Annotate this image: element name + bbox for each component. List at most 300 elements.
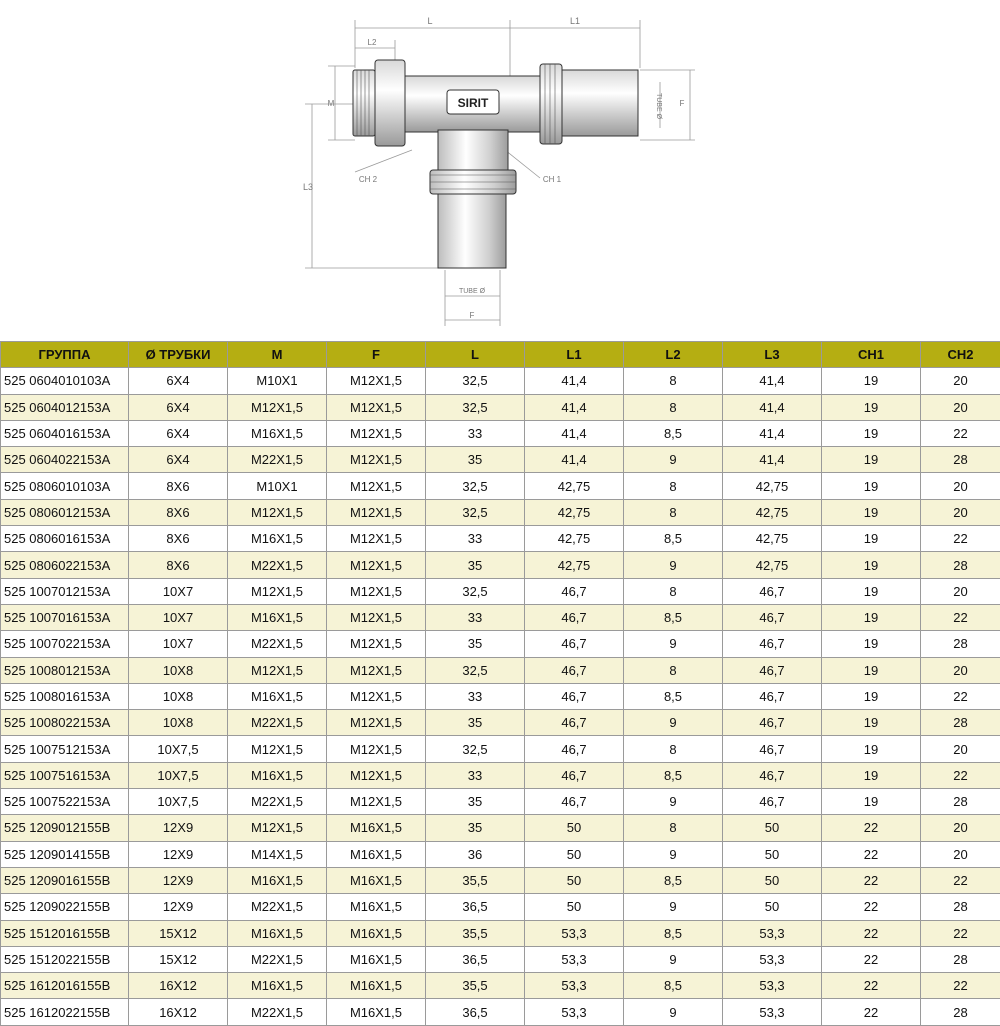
cell-group-code: 525 1512022155B <box>1 946 129 972</box>
cell-m: M12X1,5 <box>228 736 327 762</box>
cell-tube-size: 6X4 <box>129 394 228 420</box>
cell-l1: 50 <box>525 867 624 893</box>
cell-ch2: 20 <box>921 368 1000 394</box>
cell-ch1: 19 <box>822 683 921 709</box>
cell-m: M12X1,5 <box>228 657 327 683</box>
cell-f: M16X1,5 <box>327 920 426 946</box>
cell-l: 35 <box>426 789 525 815</box>
cell-l2: 8,5 <box>624 604 723 630</box>
table-body <box>1 368 1000 1025</box>
cell-m: M16X1,5 <box>228 526 327 552</box>
cell-ch1: 19 <box>822 762 921 788</box>
cell-l2: 8 <box>624 657 723 683</box>
table-row <box>1 710 1000 736</box>
cell-m: M16X1,5 <box>228 867 327 893</box>
cell-l: 33 <box>426 420 525 446</box>
cell-l: 33 <box>426 526 525 552</box>
cell-tube-size: 10X7 <box>129 604 228 630</box>
cell-l2: 8,5 <box>624 920 723 946</box>
table-row <box>1 841 1000 867</box>
cell-ch1: 22 <box>822 999 921 1025</box>
cell-l: 32,5 <box>426 368 525 394</box>
cell-tube-size: 8X6 <box>129 473 228 499</box>
cell-l2: 8 <box>624 473 723 499</box>
cell-f: M12X1,5 <box>327 604 426 630</box>
cell-l: 35 <box>426 815 525 841</box>
cell-l2: 9 <box>624 946 723 972</box>
cell-l1: 42,75 <box>525 499 624 525</box>
header-f: F <box>327 342 426 368</box>
cell-f: M12X1,5 <box>327 736 426 762</box>
cell-l3: 53,3 <box>723 973 822 999</box>
cell-ch1: 19 <box>822 657 921 683</box>
cell-group-code: 525 0806022153A <box>1 552 129 578</box>
cell-l3: 41,4 <box>723 368 822 394</box>
cell-tube-size: 6X4 <box>129 368 228 394</box>
cell-l2: 9 <box>624 552 723 578</box>
header-tube-diameter: Ø ТРУБКИ <box>129 342 228 368</box>
cell-ch1: 19 <box>822 789 921 815</box>
header-l3: L3 <box>723 342 822 368</box>
cell-group-code: 525 1007022153A <box>1 631 129 657</box>
cell-ch2: 22 <box>921 604 1000 630</box>
cell-l3: 46,7 <box>723 657 822 683</box>
cell-ch2: 28 <box>921 631 1000 657</box>
cell-l3: 46,7 <box>723 683 822 709</box>
table-row <box>1 578 1000 604</box>
cell-l3: 46,7 <box>723 789 822 815</box>
cell-tube-size: 10X7,5 <box>129 789 228 815</box>
cell-ch2: 22 <box>921 920 1000 946</box>
cell-l3: 42,75 <box>723 499 822 525</box>
cell-m: M22X1,5 <box>228 552 327 578</box>
cell-tube-size: 10X7 <box>129 578 228 604</box>
cell-l2: 8,5 <box>624 762 723 788</box>
cell-group-code: 525 1008016153A <box>1 683 129 709</box>
table-row <box>1 789 1000 815</box>
table-row <box>1 894 1000 920</box>
cell-f: M12X1,5 <box>327 473 426 499</box>
cell-ch2: 20 <box>921 473 1000 499</box>
cell-group-code: 525 0604012153A <box>1 394 129 420</box>
cell-l2: 8 <box>624 578 723 604</box>
table-row <box>1 815 1000 841</box>
cell-ch2: 28 <box>921 789 1000 815</box>
cell-l: 33 <box>426 762 525 788</box>
cell-l: 32,5 <box>426 473 525 499</box>
cell-ch1: 19 <box>822 447 921 473</box>
dim-label-ch1: CH 1 <box>543 175 562 184</box>
cell-l: 32,5 <box>426 578 525 604</box>
cell-l3: 50 <box>723 894 822 920</box>
cell-m: M10X1 <box>228 368 327 394</box>
cell-ch2: 20 <box>921 657 1000 683</box>
cell-group-code: 525 1007012153A <box>1 578 129 604</box>
cell-group-code: 525 1008012153A <box>1 657 129 683</box>
cell-tube-size: 15X12 <box>129 920 228 946</box>
cell-ch1: 19 <box>822 631 921 657</box>
cell-l: 35,5 <box>426 867 525 893</box>
cell-l3: 46,7 <box>723 631 822 657</box>
cell-ch1: 22 <box>822 815 921 841</box>
cell-ch1: 22 <box>822 841 921 867</box>
specification-table <box>0 341 1000 1026</box>
cell-l1: 53,3 <box>525 920 624 946</box>
cell-f: M12X1,5 <box>327 710 426 736</box>
cell-m: M22X1,5 <box>228 999 327 1025</box>
cell-f: M16X1,5 <box>327 894 426 920</box>
cell-f: M16X1,5 <box>327 999 426 1025</box>
cell-f: M12X1,5 <box>327 368 426 394</box>
cell-l1: 46,7 <box>525 657 624 683</box>
cell-ch2: 20 <box>921 394 1000 420</box>
cell-ch2: 22 <box>921 762 1000 788</box>
cell-ch1: 19 <box>822 552 921 578</box>
header-group: ГРУППА <box>1 342 129 368</box>
cell-group-code: 525 0604010103A <box>1 368 129 394</box>
dim-label-l2: L2 <box>368 38 377 47</box>
cell-ch1: 19 <box>822 578 921 604</box>
table-row <box>1 631 1000 657</box>
cell-ch2: 28 <box>921 894 1000 920</box>
cell-l2: 8,5 <box>624 683 723 709</box>
cell-tube-size: 10X7 <box>129 631 228 657</box>
cell-l2: 9 <box>624 841 723 867</box>
table-row <box>1 604 1000 630</box>
cell-tube-size: 10X8 <box>129 657 228 683</box>
header-ch1: CH1 <box>822 342 921 368</box>
cell-f: M12X1,5 <box>327 578 426 604</box>
cell-ch1: 19 <box>822 368 921 394</box>
cell-l3: 42,75 <box>723 552 822 578</box>
cell-l1: 46,7 <box>525 736 624 762</box>
cell-l2: 8,5 <box>624 867 723 893</box>
cell-m: M14X1,5 <box>228 841 327 867</box>
cell-ch1: 19 <box>822 394 921 420</box>
cell-f: M16X1,5 <box>327 946 426 972</box>
cell-tube-size: 12X9 <box>129 841 228 867</box>
table-row <box>1 867 1000 893</box>
cell-l: 32,5 <box>426 499 525 525</box>
table-row <box>1 526 1000 552</box>
cell-l: 36,5 <box>426 999 525 1025</box>
cell-l3: 42,75 <box>723 473 822 499</box>
cell-l1: 41,4 <box>525 394 624 420</box>
cell-l3: 41,4 <box>723 447 822 473</box>
cell-group-code: 525 0806010103A <box>1 473 129 499</box>
cell-ch1: 19 <box>822 604 921 630</box>
fitting-technical-drawing <box>300 0 700 332</box>
cell-ch1: 19 <box>822 473 921 499</box>
dim-label-l3: L3 <box>303 182 313 192</box>
header-l1: L1 <box>525 342 624 368</box>
cell-tube-size: 8X6 <box>129 499 228 525</box>
table-row <box>1 473 1000 499</box>
dim-label-f-bottom: F <box>470 311 475 320</box>
table-row <box>1 999 1000 1025</box>
cell-group-code: 525 1209016155B <box>1 867 129 893</box>
dim-label-l: L <box>427 16 432 26</box>
cell-l3: 46,7 <box>723 736 822 762</box>
cell-ch1: 22 <box>822 920 921 946</box>
cell-ch1: 19 <box>822 526 921 552</box>
cell-l: 35,5 <box>426 973 525 999</box>
cell-l2: 9 <box>624 447 723 473</box>
cell-l2: 8,5 <box>624 420 723 446</box>
cell-ch2: 22 <box>921 973 1000 999</box>
cell-tube-size: 15X12 <box>129 946 228 972</box>
table-header-row <box>1 342 1000 368</box>
header-l: L <box>426 342 525 368</box>
cell-ch2: 22 <box>921 420 1000 446</box>
cell-l3: 53,3 <box>723 946 822 972</box>
cell-f: M12X1,5 <box>327 789 426 815</box>
cell-tube-size: 10X7,5 <box>129 762 228 788</box>
cell-l1: 46,7 <box>525 710 624 736</box>
cell-f: M12X1,5 <box>327 420 426 446</box>
cell-tube-size: 16X12 <box>129 999 228 1025</box>
cell-m: M22X1,5 <box>228 447 327 473</box>
cell-tube-size: 12X9 <box>129 815 228 841</box>
cell-group-code: 525 1612022155B <box>1 999 129 1025</box>
cell-l: 36,5 <box>426 894 525 920</box>
cell-l3: 46,7 <box>723 578 822 604</box>
dim-label-tube-bottom: TUBE Ø <box>459 288 486 295</box>
cell-m: M12X1,5 <box>228 815 327 841</box>
cell-l2: 8 <box>624 736 723 762</box>
header-m: M <box>228 342 327 368</box>
cell-ch2: 28 <box>921 552 1000 578</box>
cell-ch1: 19 <box>822 499 921 525</box>
cell-f: M16X1,5 <box>327 867 426 893</box>
cell-m: M16X1,5 <box>228 973 327 999</box>
cell-l1: 53,3 <box>525 973 624 999</box>
dim-label-tube-right: TUBE Ø <box>655 93 662 120</box>
cell-l2: 9 <box>624 710 723 736</box>
cell-l: 32,5 <box>426 657 525 683</box>
cell-f: M12X1,5 <box>327 526 426 552</box>
cell-group-code: 525 1209022155B <box>1 894 129 920</box>
cell-l: 33 <box>426 604 525 630</box>
cell-l2: 8,5 <box>624 973 723 999</box>
table-row <box>1 920 1000 946</box>
cell-group-code: 525 0806016153A <box>1 526 129 552</box>
cell-l1: 53,3 <box>525 946 624 972</box>
cell-l: 35 <box>426 631 525 657</box>
cell-l1: 46,7 <box>525 578 624 604</box>
cell-group-code: 525 1209014155B <box>1 841 129 867</box>
cell-l2: 8,5 <box>624 526 723 552</box>
cell-l1: 42,75 <box>525 526 624 552</box>
cell-ch1: 19 <box>822 420 921 446</box>
cell-l1: 42,75 <box>525 552 624 578</box>
cell-tube-size: 10X8 <box>129 710 228 736</box>
cell-tube-size: 12X9 <box>129 894 228 920</box>
cell-l1: 46,7 <box>525 631 624 657</box>
cell-ch2: 22 <box>921 683 1000 709</box>
table-row <box>1 657 1000 683</box>
cell-l1: 41,4 <box>525 420 624 446</box>
cell-m: M16X1,5 <box>228 420 327 446</box>
cell-group-code: 525 0604022153A <box>1 447 129 473</box>
cell-l: 36,5 <box>426 946 525 972</box>
cell-f: M16X1,5 <box>327 841 426 867</box>
dim-label-ch2: CH 2 <box>359 175 378 184</box>
cell-l: 35,5 <box>426 920 525 946</box>
table-row <box>1 447 1000 473</box>
cell-l2: 8 <box>624 499 723 525</box>
dim-label-l1: L1 <box>570 16 580 26</box>
cell-group-code: 525 1007016153A <box>1 604 129 630</box>
table-row <box>1 946 1000 972</box>
cell-tube-size: 16X12 <box>129 973 228 999</box>
table-row <box>1 394 1000 420</box>
cell-l2: 9 <box>624 631 723 657</box>
cell-ch1: 22 <box>822 867 921 893</box>
cell-m: M16X1,5 <box>228 683 327 709</box>
cell-m: M16X1,5 <box>228 920 327 946</box>
cell-m: M16X1,5 <box>228 762 327 788</box>
cell-l1: 46,7 <box>525 762 624 788</box>
cell-l3: 53,3 <box>723 999 822 1025</box>
cell-ch2: 28 <box>921 447 1000 473</box>
cell-ch2: 22 <box>921 526 1000 552</box>
cell-m: M22X1,5 <box>228 710 327 736</box>
cell-f: M12X1,5 <box>327 447 426 473</box>
cell-l: 35 <box>426 447 525 473</box>
cell-l: 35 <box>426 552 525 578</box>
cell-f: M12X1,5 <box>327 631 426 657</box>
cell-l2: 9 <box>624 789 723 815</box>
cell-group-code: 525 1007516153A <box>1 762 129 788</box>
cell-f: M16X1,5 <box>327 973 426 999</box>
cell-ch2: 20 <box>921 736 1000 762</box>
cell-l1: 50 <box>525 894 624 920</box>
cell-l3: 42,75 <box>723 526 822 552</box>
cell-tube-size: 8X6 <box>129 526 228 552</box>
cell-l3: 41,4 <box>723 394 822 420</box>
cell-l1: 50 <box>525 841 624 867</box>
cell-l1: 50 <box>525 815 624 841</box>
cell-ch2: 28 <box>921 710 1000 736</box>
header-l2: L2 <box>624 342 723 368</box>
table-row <box>1 420 1000 446</box>
cell-l3: 41,4 <box>723 420 822 446</box>
cell-ch2: 28 <box>921 999 1000 1025</box>
cell-f: M12X1,5 <box>327 762 426 788</box>
table-row <box>1 973 1000 999</box>
brand-label: SIRIT <box>458 96 489 110</box>
cell-m: M12X1,5 <box>228 578 327 604</box>
table-row <box>1 683 1000 709</box>
cell-m: M22X1,5 <box>228 894 327 920</box>
cell-l3: 46,7 <box>723 710 822 736</box>
cell-group-code: 525 1209012155B <box>1 815 129 841</box>
cell-l1: 46,7 <box>525 683 624 709</box>
cell-ch1: 19 <box>822 710 921 736</box>
cell-l1: 46,7 <box>525 604 624 630</box>
cell-ch1: 22 <box>822 973 921 999</box>
cell-l: 36 <box>426 841 525 867</box>
cell-group-code: 525 0604016153A <box>1 420 129 446</box>
dim-label-m: M <box>328 99 335 108</box>
cell-ch2: 20 <box>921 578 1000 604</box>
cell-group-code: 525 0806012153A <box>1 499 129 525</box>
cell-l1: 53,3 <box>525 999 624 1025</box>
cell-l2: 9 <box>624 999 723 1025</box>
table-row <box>1 499 1000 525</box>
cell-l1: 41,4 <box>525 447 624 473</box>
cell-f: M12X1,5 <box>327 552 426 578</box>
cell-group-code: 525 1512016155B <box>1 920 129 946</box>
cell-group-code: 525 1612016155B <box>1 973 129 999</box>
cell-m: M22X1,5 <box>228 946 327 972</box>
cell-f: M12X1,5 <box>327 499 426 525</box>
cell-group-code: 525 1008022153A <box>1 710 129 736</box>
cell-l: 32,5 <box>426 736 525 762</box>
cell-f: M12X1,5 <box>327 394 426 420</box>
cell-f: M12X1,5 <box>327 657 426 683</box>
cell-l3: 50 <box>723 815 822 841</box>
cell-tube-size: 12X9 <box>129 867 228 893</box>
cell-m: M22X1,5 <box>228 631 327 657</box>
cell-tube-size: 6X4 <box>129 420 228 446</box>
cell-m: M12X1,5 <box>228 394 327 420</box>
cell-tube-size: 10X8 <box>129 683 228 709</box>
cell-l: 32,5 <box>426 394 525 420</box>
cell-m: M16X1,5 <box>228 604 327 630</box>
cell-l1: 41,4 <box>525 368 624 394</box>
cell-m: M10X1 <box>228 473 327 499</box>
cell-tube-size: 8X6 <box>129 552 228 578</box>
header-ch2: CH2 <box>921 342 1000 368</box>
table-row <box>1 762 1000 788</box>
cell-l: 35 <box>426 710 525 736</box>
cell-ch2: 20 <box>921 499 1000 525</box>
table-row <box>1 368 1000 394</box>
table-row <box>1 736 1000 762</box>
cell-l3: 50 <box>723 841 822 867</box>
cell-ch2: 22 <box>921 867 1000 893</box>
cell-l1: 42,75 <box>525 473 624 499</box>
table-row <box>1 552 1000 578</box>
cell-l3: 53,3 <box>723 920 822 946</box>
cell-f: M16X1,5 <box>327 815 426 841</box>
cell-l: 33 <box>426 683 525 709</box>
cell-ch1: 19 <box>822 736 921 762</box>
cell-ch2: 28 <box>921 946 1000 972</box>
cell-l2: 8 <box>624 815 723 841</box>
cell-ch2: 20 <box>921 815 1000 841</box>
cell-l3: 50 <box>723 867 822 893</box>
cell-tube-size: 10X7,5 <box>129 736 228 762</box>
cell-ch1: 22 <box>822 946 921 972</box>
cell-m: M12X1,5 <box>228 499 327 525</box>
cell-l2: 8 <box>624 394 723 420</box>
cell-f: M12X1,5 <box>327 683 426 709</box>
cell-l3: 46,7 <box>723 604 822 630</box>
cell-tube-size: 6X4 <box>129 447 228 473</box>
cell-ch1: 22 <box>822 894 921 920</box>
cell-l1: 46,7 <box>525 789 624 815</box>
cell-group-code: 525 1007512153A <box>1 736 129 762</box>
cell-ch2: 20 <box>921 841 1000 867</box>
cell-m: M22X1,5 <box>228 789 327 815</box>
cell-group-code: 525 1007522153A <box>1 789 129 815</box>
cell-l3: 46,7 <box>723 762 822 788</box>
dim-label-f-right: F <box>680 99 685 108</box>
cell-l2: 8 <box>624 368 723 394</box>
